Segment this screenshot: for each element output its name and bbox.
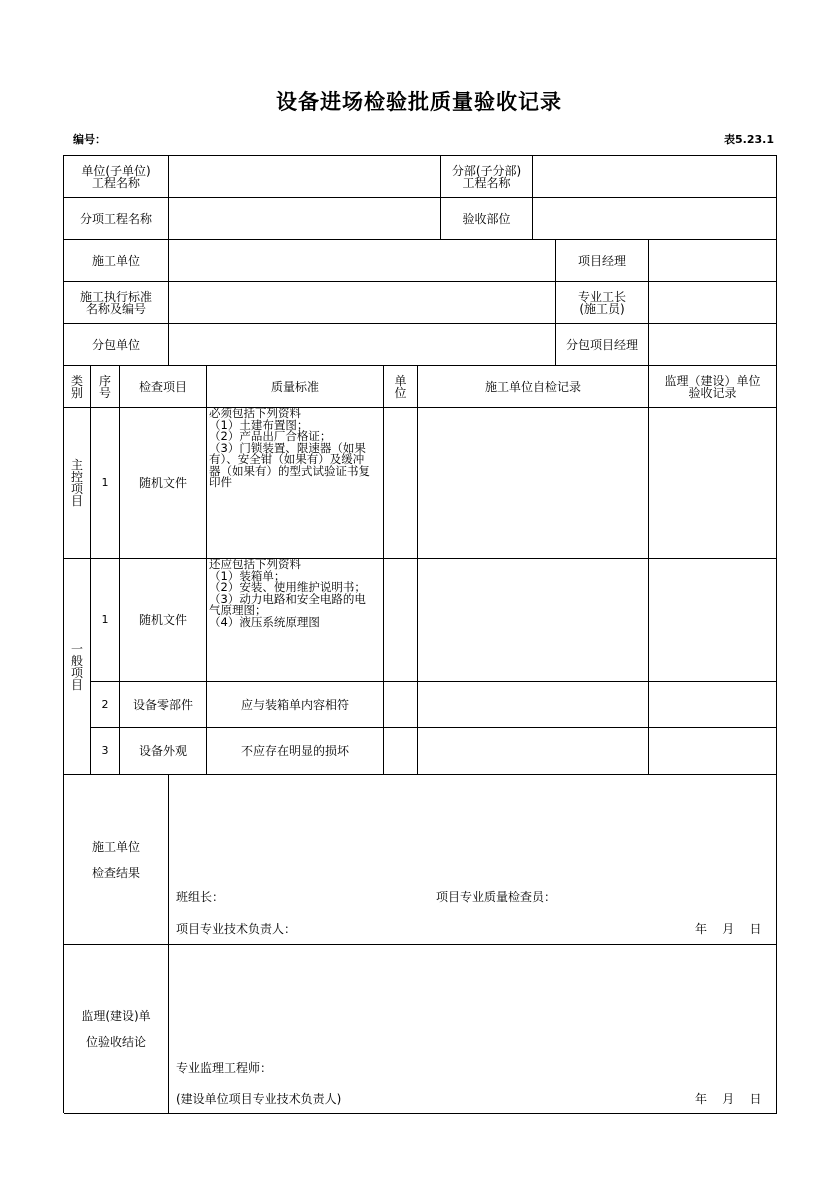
general-row-3-seq: 3 [91,728,120,775]
unit-name-label: 单位(子单位) 工程名称 [64,156,169,198]
general-row-2-item: 设备零部件 [120,682,207,728]
general-row-2-self-check[interactable] [418,682,649,728]
main-row-1-seq: 1 [91,408,120,559]
main-row-1-self-check[interactable] [418,408,649,559]
main-row-1-supervision[interactable] [649,408,777,559]
subcontractor-label: 分包单位 [64,324,169,366]
contractor-label: 施工单位 [64,240,169,282]
inspection-form [63,155,777,1113]
supervision-result-area[interactable] [169,945,777,1114]
general-row-3-supervision[interactable] [649,728,777,775]
sub-name-field[interactable] [533,156,777,198]
pm-field[interactable] [649,240,777,282]
item-name-field[interactable] [169,198,441,240]
foreman-label: 专业工长 (施工员) [556,282,649,324]
general-row-3-item: 设备外观 [120,728,207,775]
general-row-3-standard: 不应存在明显的损坏 [207,728,384,775]
col-standard: 质量标准 [207,366,384,408]
owner-lead-label: (建设单位项目专业技术负责人) [176,1092,342,1106]
sub-pm-field[interactable] [649,324,777,366]
supervision-result-label: 监理(建设)单 位验收结论 [64,945,169,1114]
col-item: 检查项目 [120,366,207,408]
sub-pm-label: 分包项目经理 [556,324,649,366]
col-self-check: 施工单位自检记录 [418,366,649,408]
quality-inspector-label: 项目专业质量检查员： [436,890,557,904]
foreman-field[interactable] [649,282,777,324]
general-row-3-self-check[interactable] [418,728,649,775]
tech-lead-label: 项目专业技术负责人： [176,922,297,936]
standard-label: 施工执行标准 名称及编号 [64,282,169,324]
main-row-1-unit[interactable] [384,408,418,559]
table-number: 表5.23.1 [724,133,774,146]
main-row-1-item: 随机文件 [120,408,207,559]
general-row-1-standard: 还应包括下列资料 （1）装箱单； （2）安装、使用维护说明书； （3）动力电路和安全电路的电 气原理图； （4）液压系统原理图 [207,559,384,682]
col-category: 类 别 [64,366,91,408]
accept-part-field[interactable] [533,198,777,240]
accept-part-label: 验收部位 [441,198,533,240]
main-row-1-standard: 必须包括下列资料 （1）土建布置图； （2）产品出厂合格证； （3）门锁装置、限速器（如果 有）、安全钳（如果有）及缓冲 器（如果有）的型式试验证书复 印件 [207,408,384,559]
contractor-result-label: 施工单位 检查结果 [64,775,169,945]
general-row-3-unit[interactable] [384,728,418,775]
item-name-label: 分项工程名称 [64,198,169,240]
general-row-1-self-check[interactable] [418,559,649,682]
contractor-field[interactable] [169,240,556,282]
general-row-2-unit[interactable] [384,682,418,728]
contractor-result-area[interactable] [169,775,777,945]
general-row-1-seq: 1 [91,559,120,682]
serial-label: 编号： [73,133,106,146]
col-seq: 序 号 [91,366,120,408]
col-supervision: 监理（建设）单位 验收记录 [649,366,777,408]
engineer-label: 专业监理工程师： [176,1061,273,1075]
general-row-1-unit[interactable] [384,559,418,682]
col-unit: 单 位 [384,366,418,408]
general-row-1-supervision[interactable] [649,559,777,682]
standard-field[interactable] [169,282,556,324]
subcontractor-field[interactable] [169,324,556,366]
team-leader-label: 班组长： [176,890,225,904]
general-row-2-seq: 2 [91,682,120,728]
general-category: 一 般 项 目 [64,559,91,775]
page-title: 设备进场检验批质量验收记录 [276,90,562,114]
main-category: 主 控 项 目 [64,408,91,559]
pm-label: 项目经理 [556,240,649,282]
general-row-1-item: 随机文件 [120,559,207,682]
general-row-2-standard: 应与装箱单内容相符 [207,682,384,728]
contractor-date-label: 年 月 日 [695,922,762,936]
sub-name-label: 分部(子分部) 工程名称 [441,156,533,198]
supervision-date-label: 年 月 日 [695,1092,762,1106]
general-row-2-supervision[interactable] [649,682,777,728]
unit-name-field[interactable] [169,156,441,198]
